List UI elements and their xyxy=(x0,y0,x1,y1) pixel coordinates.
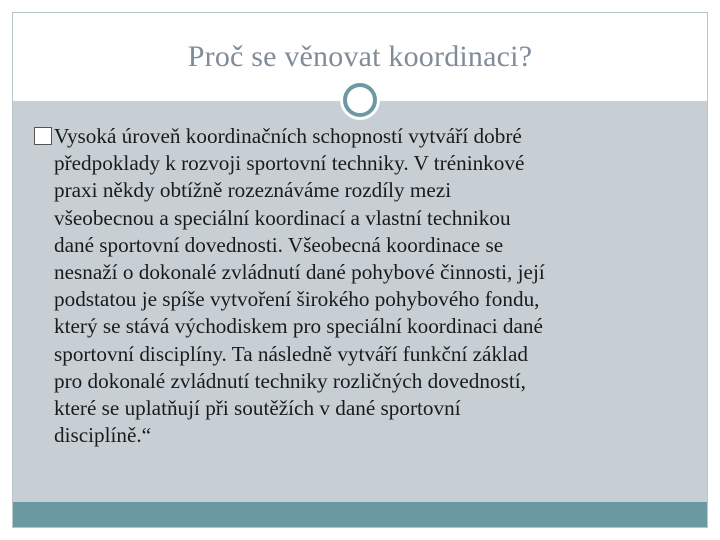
bullet-text-block xyxy=(34,123,694,449)
circle-ornament-icon xyxy=(343,83,377,117)
bullet-line-12: disciplíně.“ xyxy=(54,423,152,448)
missing-glyph-box-icon xyxy=(34,127,52,145)
bullet-line-6: nesnaží o dokonalé zvládnutí dané pohybové činnosti, její xyxy=(54,260,545,285)
bullet-line-3: praxi někdy obtížně rozeznáváme rozdíly mezi xyxy=(54,178,452,203)
bullet-line-2: předpoklady k rozvoji sportovní techniky. V tréninkové xyxy=(54,151,525,176)
bottom-accent-bar xyxy=(13,502,707,527)
bullet-line-10: pro dokonalé zvládnutí techniky rozličných dovedností, xyxy=(54,368,526,393)
bullet-line-4: všeobecnou a speciální koordinací a vlastní technikou xyxy=(54,205,511,230)
bullet-line-text: Vysoká úroveň koordinačních schopností vytváří dobré xyxy=(54,124,522,148)
bullet-line-5: dané sportovní dovednosti. Všeobecná koordinace se xyxy=(54,232,504,257)
bullet-line-11: které se uplatňují při soutěžích v dané sportovní xyxy=(54,396,461,421)
bullet-line-8: který se stává východiskem pro speciální koordinaci dané xyxy=(54,314,543,339)
bullet-line-1 xyxy=(34,123,694,150)
bullet-line-9: sportovní disciplíny. Ta následně vytváří funkční základ xyxy=(54,341,528,366)
bullet-line-7: podstatou je spíše vytvoření širokého pohybového fondu, xyxy=(54,287,540,312)
slide-title: Proč se věnovat koordinaci? xyxy=(187,40,533,73)
